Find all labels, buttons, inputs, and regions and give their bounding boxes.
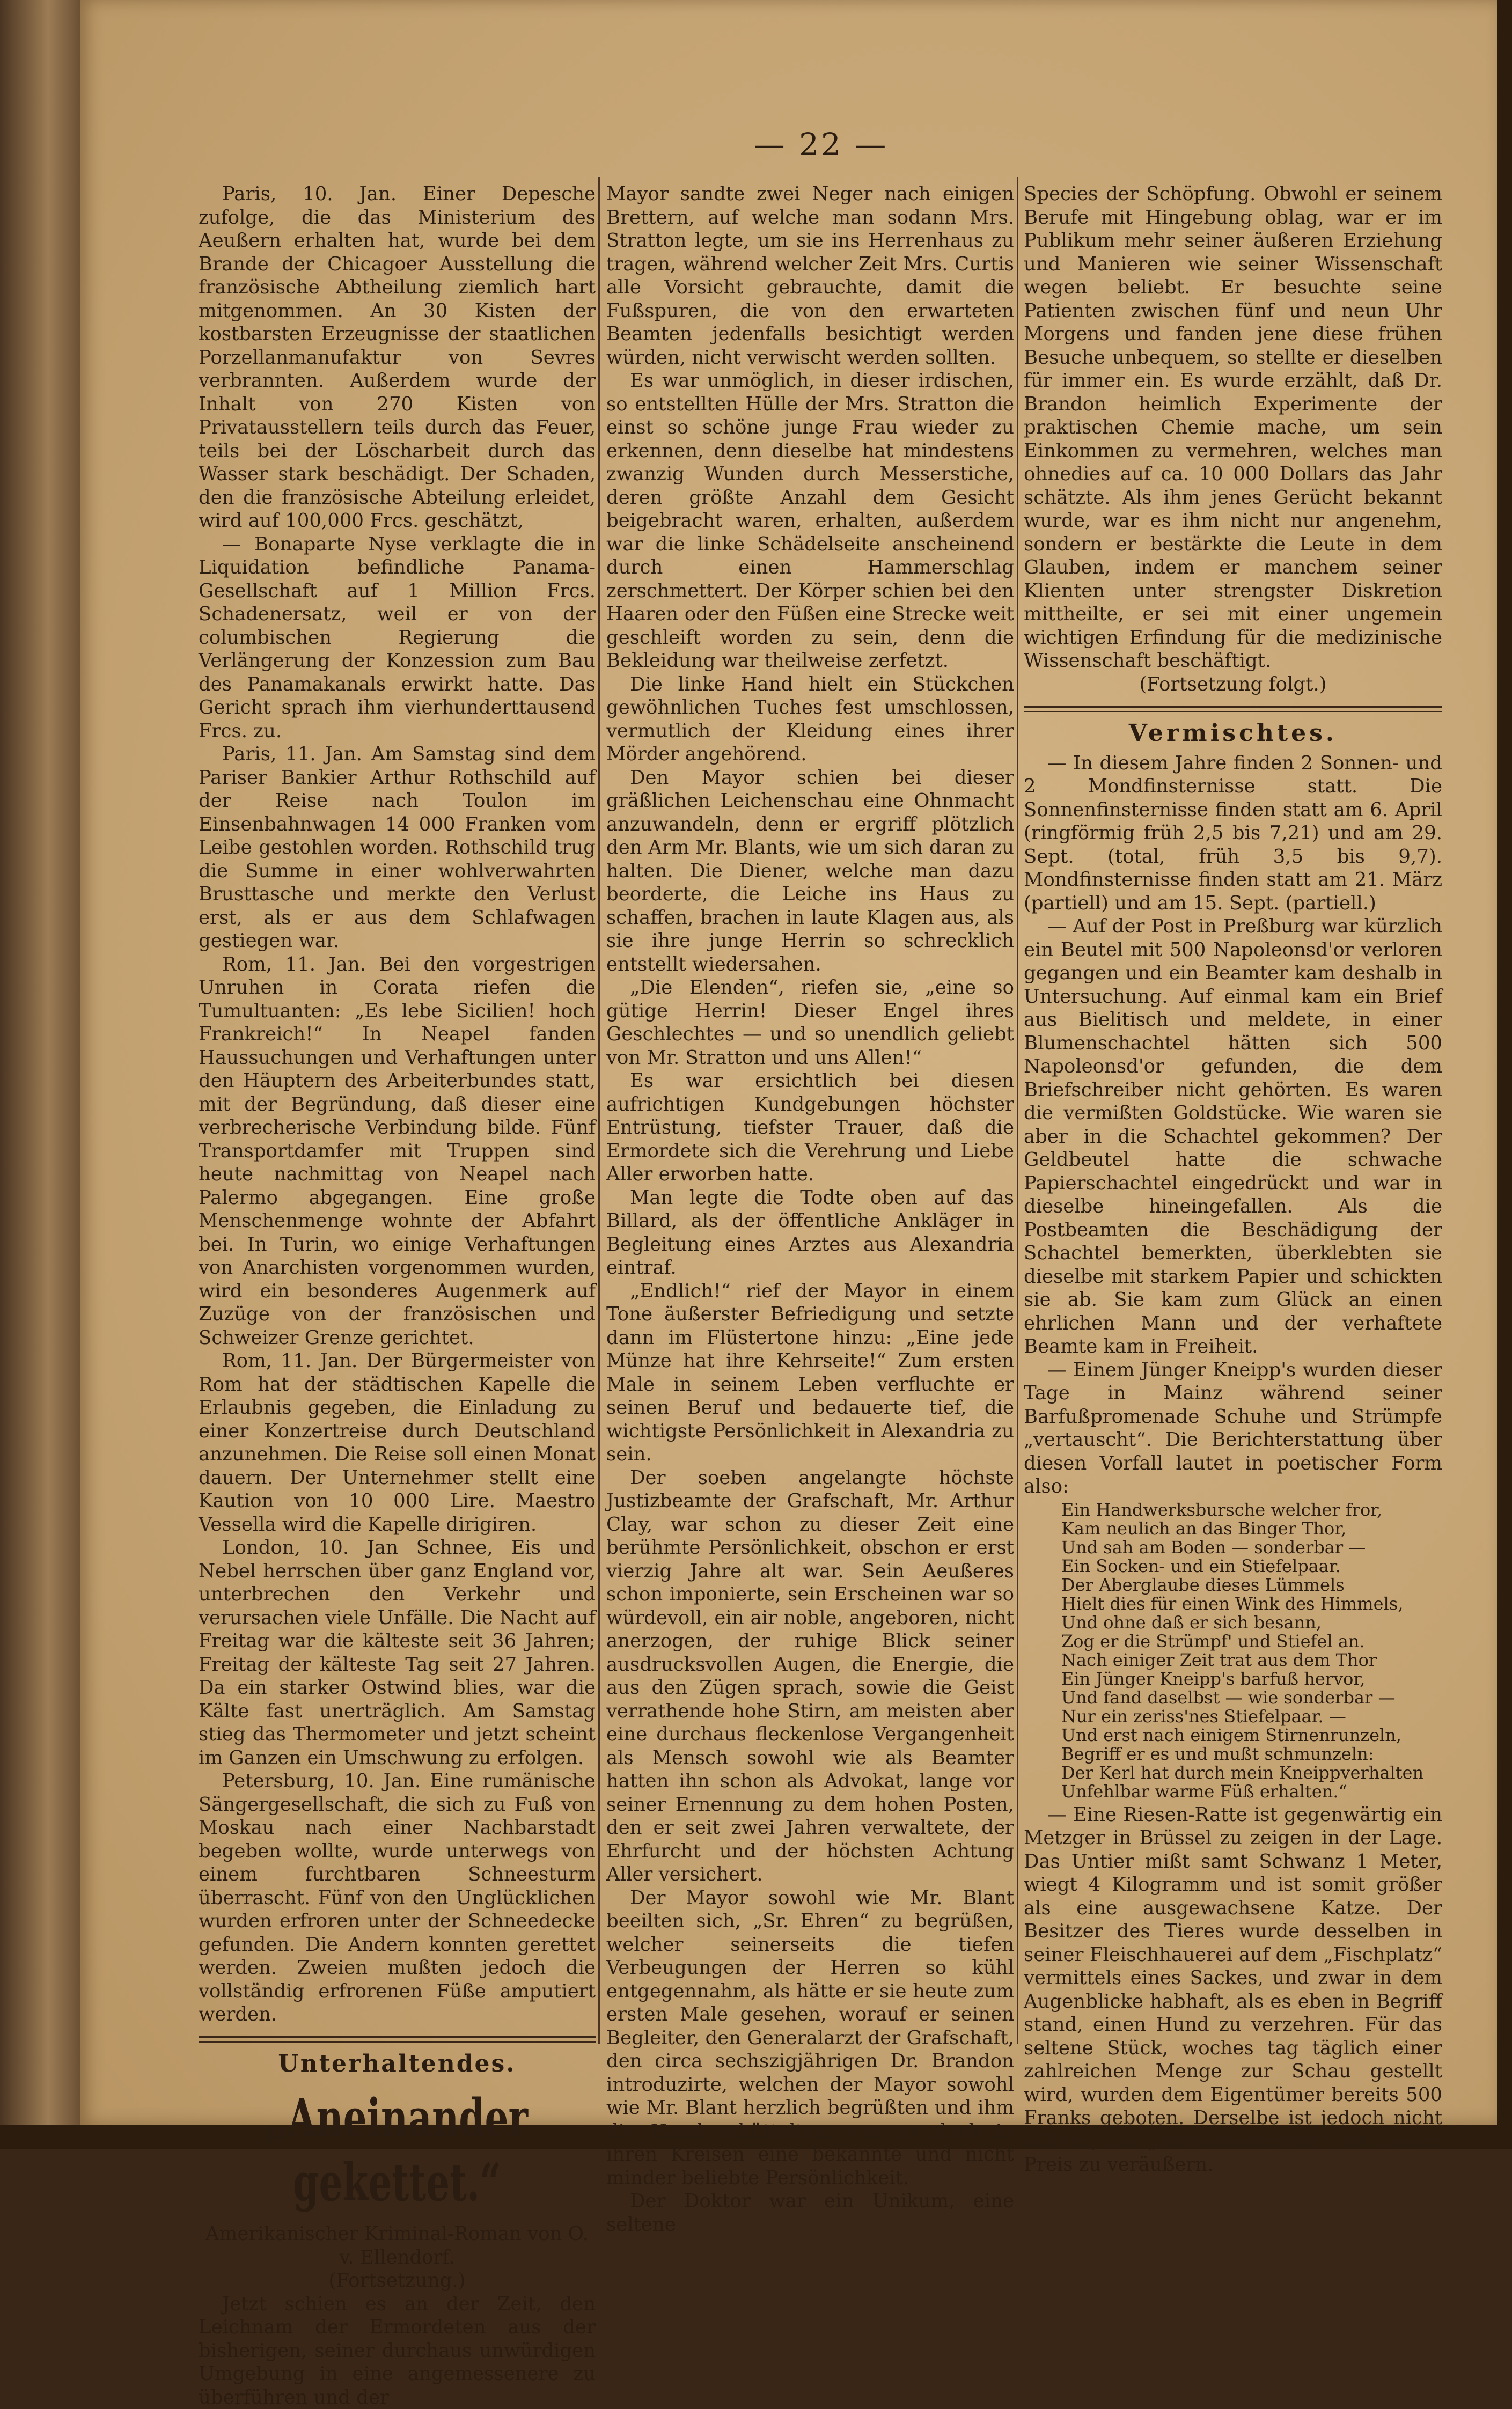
novel-paragraph: Es war unmöglich, in dieser irdischen, so entstellten Hülle der Mrs. Stratton die einst so schöne junge Frau wieder zu erkennen, denn dieselbe hat mindestens zwanzig Wunden durch Messerstiche, deren größte Anzahl dem Gesicht beigebracht waren, erhalten, außerdem war die linke Schädelseite anscheinend durch einen Hammerschlag zerschmettert. Der Körper schien bei den Haaren oder den Füßen eine Strecke weit geschleift worden zu sein, denn die Bekleidung war theilweise zerfetzt. — [606, 369, 1014, 673]
poem-line: Ein Handwerksbursche welcher fror, — [1061, 1501, 1442, 1519]
news-item: Rom, 11. Jan. Bei den vorgestrigen Unruhen in Corata riefen die Tumultuanten: „Es lebe Sicilien! hoch Frankreich!“ In Neapel fanden Haussuchungen und Verhaftungen unter den Häuptern des Arbeiterbundes statt, mit der Begründung, daß dieser eine verbrecherische Verbindung bilde. Fünf Transportdamfer mit Truppen sind heute nachmittag von Neapel nach Palermo abgegangen. Eine große Menschenmenge wohnte der Abfahrt bei. In Turin, wo einige Verhaftungen von Anarchisten vorgenommen wurden, wird ein besonderes Augenmerk auf Zuzüge von der französischen und Schweizer Grenze gerichtet. — [199, 953, 596, 1350]
poem-line: Hielt dies für einen Wink des Himmels, — [1061, 1595, 1442, 1613]
page-number: — 22 — — [740, 126, 901, 163]
novel-paragraph: Der Doktor war ein Unikum, eine seltene — [606, 2190, 1014, 2236]
poem-line: Der Kerl hat durch mein Kneippverhalten — [1061, 1764, 1442, 1782]
novel-paragraph: Species der Schöpfung. Obwohl er seinem Berufe mit Hingebung oblag, war er im Publikum mehr seiner äußeren Erziehung und Manieren wie seiner Wissenschaft wegen beliebt. Er besuchte seine Patienten zwischen fünf und neun Uhr Morgens und fanden jene diese frühen Besuche unbequem, so stellte er dieselben für immer ein. Es wurde erzählt, daß Dr. Brandon heimlich Experimente der praktischen Chemie mache, um sein Einkommen zu vermehren, welches man ohnedies auf ca. 10 000 Dollars das Jahr schätzte. Als ihm jenes Gerücht bekannt wurde, war es ihm nicht nur angenehm, sondern er bestärkte die Leute in dem Glauben, indem er manchem seiner Klienten unter strengster Diskretion mittheilte, er sei mit einer ungemein wichtigen Erfindung für die medizinische Wissenschaft beschäftigt. — [1024, 182, 1442, 673]
section-heading: Vermischtes. — [1024, 722, 1442, 745]
poem-line: Zog er die Strümpf' und Stiefel an. — [1061, 1632, 1442, 1651]
novel-byline: Amerikanischer Kriminal-Roman von O. v. Ellendorf. — [199, 2222, 596, 2269]
section-heading: Unterhaltendes. — [199, 2052, 596, 2076]
continuation-note: (Fortsetzung.) — [199, 2269, 596, 2293]
section-divider — [1024, 711, 1442, 712]
poem-line: Nur ein zeriss'nes Stiefelpaar. — — [1061, 1707, 1442, 1726]
news-item: Paris, 10. Jan. Einer Depesche zufolge, die das Ministerium des Aeußern erhalten hat, wurde bei dem Brande der Chicagoer Ausstellung die französische Abtheilung ziemlich hart mitgenommen. An 30 Kisten der kostbarsten Erzeugnisse der staatlichen Porzellanmanufaktur von Sevres verbrannten. Außerdem wurde der Inhalt von 270 Kisten von Privatausstellern teils durch das Feuer, teils bei der Löscharbeit durch das Wasser stark beschädigt. Der Schaden, den die französische Abteilung erleidet, wird auf 100,000 Frcs. geschätzt, — [199, 182, 596, 533]
novel-paragraph: Es war ersichtlich bei diesen aufrichtigen Kundgebungen höchster Entrüstung, tiefster Trauer, daß die Ermordete sich die Verehrung und Liebe Aller erworben hatte. — [606, 1069, 1014, 1186]
column-left — [199, 182, 596, 2409]
poem-line: Und ohne daß er sich besann, — [1061, 1613, 1442, 1632]
news-item: — Bonaparte Nyse verklagte die in Liquidation befindliche Panama-Gesellschaft auf 1 Million Frcs. Schadenersatz, weil er von der columbischen Regierung die Verlängerung der Konzession zum Bau des Panamakanals erwirkt hatte. Das Gericht sprach ihm vierhunderttausend Frcs. zu. — [199, 533, 596, 743]
news-item: London, 10. Jan Schnee, Eis und Nebel herrschen über ganz England vor, unterbrechen den Verkehr und verursachen viele Unfälle. Die Nacht auf Freitag war die kälteste seit 36 Jahren; Freitag der kälteste Tag seit 27 Jahren. Da ein starker Ostwind blies, war die Kälte fast unerträglich. Am Samstag stieg das Thermometer und jetzt scheint im Ganzen ein Umschwung zu erfolgen. — [199, 1536, 596, 1769]
section-divider — [199, 2036, 596, 2038]
poem — [1061, 1501, 1442, 1801]
poem-line: Der Aberglaube dieses Lümmels — [1061, 1576, 1442, 1595]
misc-item: — In diesem Jahre finden 2 Sonnen- und 2 Mondfinsternisse statt. Die Sonnenfinsternisse finden statt am 6. April (ringförmig früh 2,5 bis 7,21) und am 29. Sept. (total, früh 3,5 bis 9,7). Mondfinsternisse finden statt am 21. März (partiell) und am 15. Sept. (partiell.) — [1024, 752, 1442, 915]
novel-title: „Aneinander gekettet.“ — [254, 2086, 540, 2215]
novel-paragraph: Der soeben angelangte höchste Justizbeamte der Grafschaft, Mr. Arthur Clay, war schon zu dieser Zeit eine berühmte Persönlichkeit, obschon er erst vierzig Jahre alt war. Sein Aeußeres schon imponierte, sein Erscheinen war so würdevoll, ein air noble, angeboren, nicht anerzogen, der ruhige Blick seiner ausdrucksvollen Augen, die Energie, die aus den Zügen sprach, sowie die Geist verrathende hohe Stirn, am meisten aber eine durchaus fleckenlose Vergangenheit als Mensch sowohl wie als Beamter hatten ihn schon als Advokat, lange vor seiner Ernennung zu dem hohen Posten, den er seit zwei Jahren verwaltete, der Ehrfurcht und der höchsten Achtung Aller versichert. — [606, 1466, 1014, 1886]
column-middle — [606, 182, 1014, 2236]
news-item: Paris, 11. Jan. Am Samstag sind dem Pariser Bankier Arthur Rothschild auf der Reise nach Toulon im Einsenbahnwagen 14 000 Franken vom Leibe gestohlen worden. Rothschild trug die Summe in einer wohlverwahrten Brusttasche und merkte den Verlust erst, als er aus dem Schlafwagen gestiegen war. — [199, 743, 596, 953]
news-item: Petersburg, 10. Jan. Eine rumänische Sängergesellschaft, die sich zu Fuß von Moskau nach einer Nachbarstadt begeben wollte, wurde unterwegs von einem furchtbaren Schneesturm überrascht. Fünf von den Unglücklichen wurden erfroren unter der Schneedecke gefunden. Die Andern konnten gerettet werden. Zweien mußten jedoch die vollständig erfrorenen Füße amputiert werden. — [199, 1769, 596, 2026]
section-divider — [1024, 706, 1442, 708]
novel-paragraph: Mayor sandte zwei Neger nach einigen Brettern, auf welche man sodann Mrs. Stratton legte, um sie ins Herrenhaus zu tragen, während welcher Zeit Mrs. Curtis alle Vorsicht gebrauchte, damit die Fußspuren, die von den erwarteten Beamten jedenfalls besichtigt werden würden, nicht verwischt werden sollten. — [606, 182, 1014, 369]
novel-paragraph: Der Mayor sowohl wie Mr. Blant beeilten sich, „Sr. Ehren“ zu begrüßen, welcher seinerseits die tiefen Verbeugungen der Herren so kühl entgegennahm, als hätte er sie heute zum ersten Male gesehen, worauf er seinen Begleiter, den Generalarzt der Grafschaft, den circa sechszigjährigen Dr. Brandon introduzirte, welchen der Mayor sowohl wie Mr. Blant herzlich begrüßten und ihm die Hand schüttelten, war er doch in ihren Kreisen eine bekannte und nicht minder beliebte Persönlichkeit. — [606, 1886, 1014, 2190]
poem-line: Begriff er es und mußt schmunzeln: — [1061, 1745, 1442, 1764]
news-item: Rom, 11. Jan. Der Bürgermeister von Rom hat der städtischen Kapelle die Erlaubnis gegeben, die Einladung zu einer Konzertreise durch Deutschland anzunehmen. Die Reise soll einen Monat dauern. Der Unternehmer stellt eine Kaution von 10 000 Lire. Maestro Vessella wird die Kapelle dirigiren. — [199, 1349, 596, 1536]
misc-item: — Einem Jünger Kneipp's wurden dieser Tage in Mainz während seiner Barfußpromenade Schuhe und Strümpfe „vertauscht“. Die Berichterstattung über diesen Vorfall lautet in poetischer Form also: — [1024, 1358, 1442, 1499]
column-rule — [598, 177, 600, 2044]
novel-paragraph: „Die Elenden“, riefen sie, „eine so gütige Herrin! Dieser Engel ihres Geschlechtes — und so unendlich geliebt von Mr. Stratton und uns Allen!“ — [606, 976, 1014, 1069]
novel-paragraph: Jetzt schien es an der Zeit, den Leichnam der Ermordeten aus der bisherigen, seiner durchaus unwürdigen Umgebung in eine angemessenere zu überführen und der — [199, 2293, 596, 2409]
poem-line: Ein Socken- und ein Stiefelpaar. — [1061, 1557, 1442, 1576]
continuation-note: (Fortsetzung folgt.) — [1024, 673, 1442, 696]
poem-line: Kam neulich an das Binger Thor, — [1061, 1519, 1442, 1538]
novel-paragraph: Die linke Hand hielt ein Stückchen gewöhnlichen Tuches fest umschlossen, vermutlich der Kleidung eines ihrer Mörder angehörend. — [606, 673, 1014, 766]
column-rule — [1017, 177, 1018, 2044]
misc-item: — Auf der Post in Preßburg war kürzlich ein Beutel mit 500 Napoleonsd'or verloren gegangen und ein Beamter kam deshalb in Untersuchung. Auf einmal kam ein Brief aus Bielitisch und meldete, in einer Blumenschachtel hätten sich 500 Napoleonsd'or gefunden, die dem Briefschreiber nicht gehörten. Es waren die vermißten Goldstücke. Wie waren sie aber in die Schachtel gekommen? Der Geldbeutel hatte die schwache Papierschachtel eingedrückt und war in dieselbe hineingefallen. Als die Postbeamten die Beschädigung der Schachtel bemerkten, überklebten sie dieselbe mit starkem Papier und schickten sie ab. Sie kam zum Glück an einen ehrlichen Mann und der verhaftete Beamte kam in Freiheit. — [1024, 915, 1442, 1358]
poem-line: Unfehlbar warme Füß erhalten.“ — [1061, 1782, 1442, 1801]
poem-line: Und erst nach einigem Stirnenrunzeln, — [1061, 1726, 1442, 1745]
poem-line: Ein Jünger Kneipp's barfuß hervor, — [1061, 1670, 1442, 1688]
misc-item: — Eine Riesen-Ratte ist gegenwärtig ein Metzger in Brüssel zu zeigen in der Lage. Das Untier mißt samt Schwanz 1 Meter, wiegt 4 Kilogramm und ist somit größer als eine ausgewachsene Katze. Der Besitzer des Tieres wurde desselben in seiner Fleischhauerei auf dem „Fischplatz“ vermittels eines Sackes, und zwar in dem Augenblicke habhaft, als es eben in Begriff stand, einen Hund zu verzehren. Für das seltene Stück, woches tag täglich einer zahlreichen Menge zur Schau gestellt wird, wurden dem Eigentümer bereits 500 Franks geboten. Derselbe ist jedoch nicht willens, die „Rattenseltenheit“ um diesen Preis zu veräußern. — [1024, 1803, 1442, 2177]
right-border — [1497, 0, 1512, 2149]
book-binding-edge — [0, 0, 80, 2149]
poem-line: Und sah am Boden — sonderbar — — [1061, 1538, 1442, 1557]
novel-paragraph: Den Mayor schien bei dieser gräßlichen Leichenschau eine Ohnmacht anzuwandeln, denn er ergriff plötzlich den Arm Mr. Blants, wie um sich daran zu halten. Die Diener, welche man dazu beorderte, die Leiche ins Haus zu schaffen, brachen in laute Klagen aus, als sie ihre junge Herrin so schrecklich entstellt wiedersahen. — [606, 766, 1014, 976]
section-divider — [199, 2041, 596, 2043]
column-right — [1024, 182, 1442, 2177]
novel-paragraph: Man legte die Todte oben auf das Billard, als der öffentliche Ankläger in Begleitung eines Arztes aus Alexandria eintraf. — [606, 1186, 1014, 1280]
poem-line: Und fand daselbst — wie sonderbar — — [1061, 1688, 1442, 1707]
poem-line: Nach einiger Zeit trat aus dem Thor — [1061, 1651, 1442, 1670]
novel-paragraph: „Endlich!“ rief der Mayor in einem Tone äußerster Befriedigung und setzte dann im Flüstertone hinzu: „Eine jede Münze hat ihre Kehrseite!“ Zum ersten Male in seinem Leben verfluchte er seinen Beruf und bedauerte tief, die wichtigste Persönlichkeit in Alexandria zu sein. — [606, 1280, 1014, 1466]
